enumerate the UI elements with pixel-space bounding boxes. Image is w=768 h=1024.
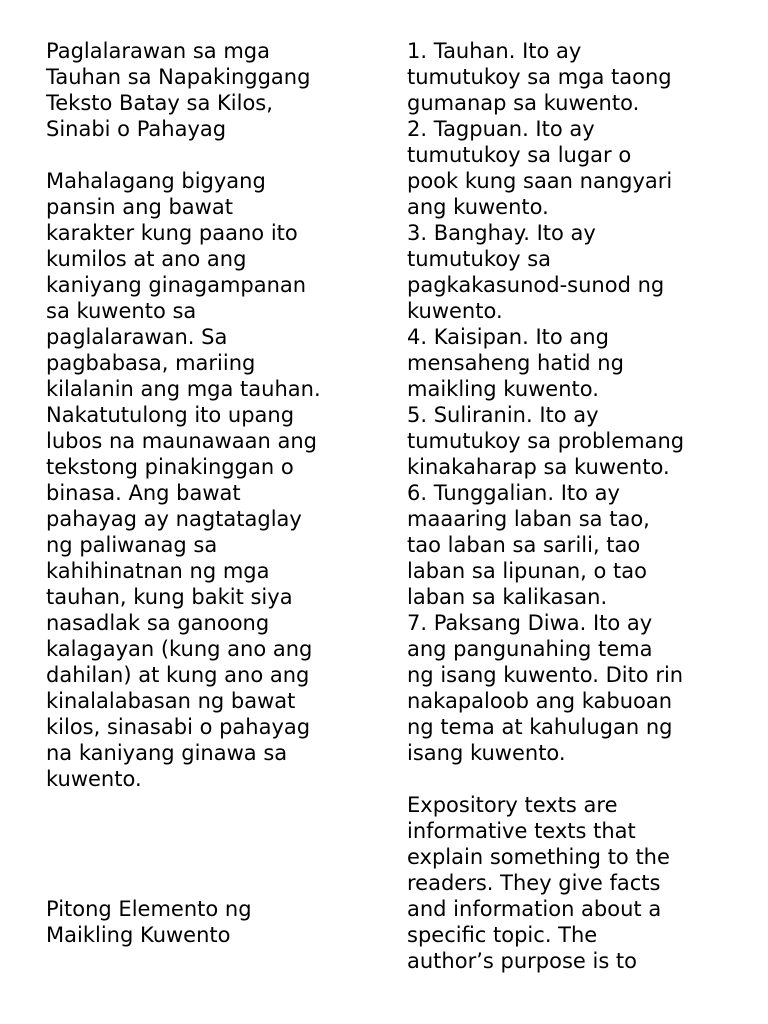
spacer — [407, 766, 737, 792]
section-heading: Paglalarawan sa mga Tauhan sa Napakinggang Teksto Batay sa Kilos, Sinabi o Pahayag — [46, 39, 311, 141]
left-column — [46, 38, 371, 948]
element-item-paksang-diwa: 7. Paksang Diwa. Ito ay ang pangunahing tema ng isang kuwento. Dito rin nakapaloob ang kabuoan ng tema at kahulugan ng isang kuwento. — [407, 611, 684, 765]
spacer — [46, 142, 371, 168]
spacer — [46, 792, 371, 896]
element-item-tunggalian: 6. Tunggalian. Ito ay maaaring laban sa tao, tao laban sa sarili, tao laban sa lipunan, o tao laban sa kalikasan. — [407, 481, 650, 609]
element-item-banghay: 3. Banghay. Ito ay tumutukoy sa pagkakasunod-sunod ng kuwento. — [407, 221, 665, 323]
description-paragraph: Mahalagang bigyang pansin ang bawat karakter kung paano ito kumilos at ano ang kaniyang ginagampanan sa kuwento sa paglalarawan. Sa pagbabasa, mariing kilalanin ang mga tauhan. Nakatutulong ito upang lubos na maunawaan ang tekstong pinakinggan o binasa. Ang bawat pahayag ay nagtataglay ng paliwanag sa kahihinatnan ng mga tauhan, kung bakit siya nasadlak sa ganoong kalagayan (kung ano ang dahilan) at kung ano ang kinalalabasan ng bawat kilos, sinasabi o pahayag na kaniyang ginawa sa kuwento. — [46, 169, 321, 791]
right-column — [407, 38, 737, 974]
element-item-tagpuan: 2. Tagpuan. Ito ay tumutukoy sa lugar o pook kung saan nangyari ang kuwento. — [407, 117, 673, 219]
element-item-kaisipan: 4. Kaisipan. Ito ang mensaheng hatid ng maikling kuwento. — [407, 325, 624, 401]
element-item-suliranin: 5. Suliranin. Ito ay tumutukoy sa problemang kinakaharap sa kuwento. — [407, 403, 685, 479]
element-item-tauhan: 1. Tauhan. Ito ay tumutukoy sa mga taong gumanap sa kuwento. — [407, 39, 672, 115]
expository-paragraph: Expository texts are informative texts that explain something to the readers. They give facts and information about a specific topic. The author’s purpose is to — [407, 793, 670, 973]
elements-section-title: Pitong Elemento ng Maikling Kuwento — [46, 897, 252, 947]
